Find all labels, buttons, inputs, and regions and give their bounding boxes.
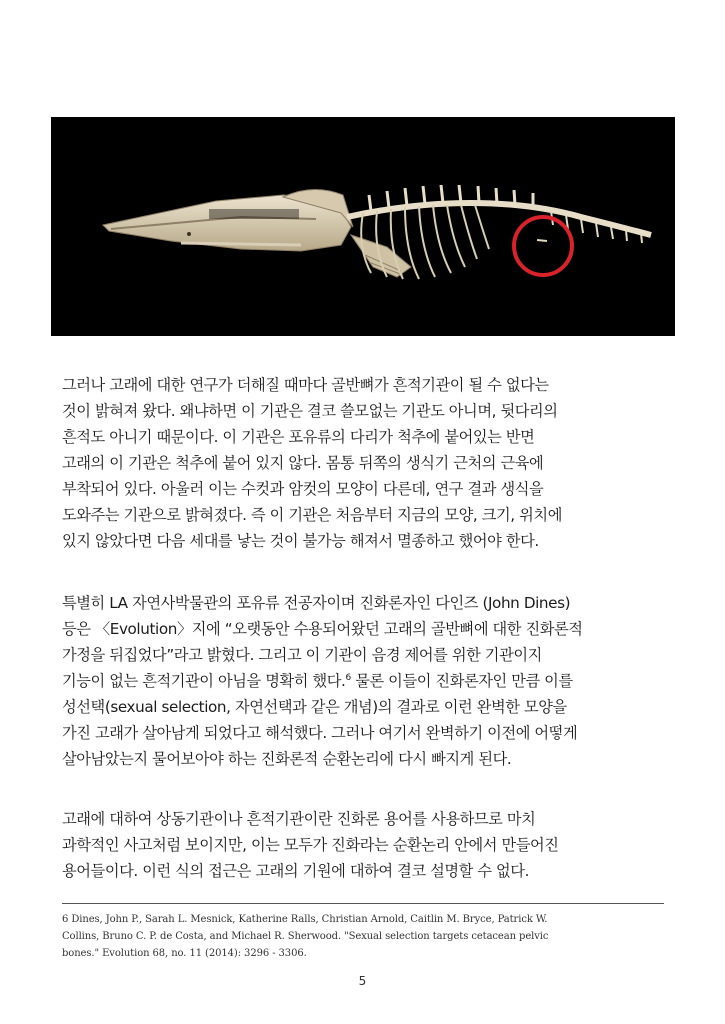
text-line: 고래에 대하여 상동기관이나 흔적기관이란 진화론 용어를 사용하므로 마치 [62,810,536,828]
footnote-line: 6 Dines, John P., Sarah L. Mesnick, Katherine Ralls, Christian Arnold, Caitlin M. Bryce, Patrick W. [62,914,548,925]
text-line: 그러나 고래에 대한 연구가 더해질 때마다 골반뼈가 흔적기관이 될 수 없다는 [62,376,549,394]
text-line: 가정을 뒤집었다”라고 밝혔다. 그리고 이 기관이 음경 제어를 위한 기관이지 [62,646,542,664]
text-line: 살아남았는지 물어보아야 하는 진화론적 순환논리에 다시 빠지게 된다. [62,750,512,768]
text-line: 것이 밝혀져 왔다. 왜냐하면 이 기관은 결코 쓸모없는 기관도 아니며, 뒷다리의 [62,402,558,420]
text-line: 과학적인 사고처럼 보이지만, 이는 모두가 진화라는 순환논리 안에서 만들어진 [62,836,559,854]
footnote-reference[interactable]: 6 [345,673,351,683]
whale-skeleton-icon [51,117,675,336]
highlight-circle [514,217,572,275]
page-number: 5 [358,974,367,988]
text-line: 흔적도 아니기 때문이다. 이 기관은 포유류의 다리가 척추에 붙어있는 반면 [62,428,535,446]
text-line: 용어들이다. 이런 식의 접근은 고래의 기원에 대하여 결코 설명할 수 없다. [62,862,529,880]
text-line: 부착되어 있다. 아울러 이는 수컷과 암컷의 모양이 다른데, 연구 결과 생식을 [62,480,544,498]
text-segment: 물론 이들이 진화론자인 만큼 이를 [350,672,573,690]
text-line: 특별히 LA 자연사박물관의 포유류 전공자이며 진화론자인 다인즈 (John Dines) [62,594,571,612]
footnote [62,911,667,962]
text-line [62,668,672,694]
footnote-divider [62,903,664,904]
paragraph-3 [62,806,672,884]
text-line: 도와주는 기관으로 밝혀졌다. 즉 이 기관은 처음부터 지금의 모양, 크기, 위치에 [62,506,562,524]
whale-skeleton-photo [51,117,675,336]
footnote-line: Collins, Bruno C. P. de Costa, and Michael R. Sherwood. "Sexual selection targets cetacean pelvic [62,931,549,942]
footnote-line: bones." Evolution 68, no. 11 (2014): 3296 - 3306. [62,948,307,959]
text-line: 있지 않았다면 다음 세대를 낳는 것이 불가능 해져서 멸종하고 했어야 한다. [62,532,539,550]
text-segment: 기능이 없는 흔적기관이 아님을 명확히 했다. [62,672,346,690]
text-line: 고래의 이 기관은 척추에 붙어 있지 않다. 몸통 뒤쪽의 생식기 근처의 근육에 [62,454,544,472]
text-line: 등은 〈Evolution〉지에 “오랫동안 수용되어왔던 고래의 골반뼈에 대한 진화론적 [62,620,583,638]
paragraph-2 [62,590,672,772]
text-line: 가진 고래가 살아남게 되었다고 해석했다. 그러나 여기서 완벽하기 이전에 어떻게 [62,724,578,742]
text-line: 성선택(sexual selection, 자연선택과 같은 개념)의 결과로 이런 완벽한 모양을 [62,698,567,716]
paragraph-1 [62,372,672,554]
